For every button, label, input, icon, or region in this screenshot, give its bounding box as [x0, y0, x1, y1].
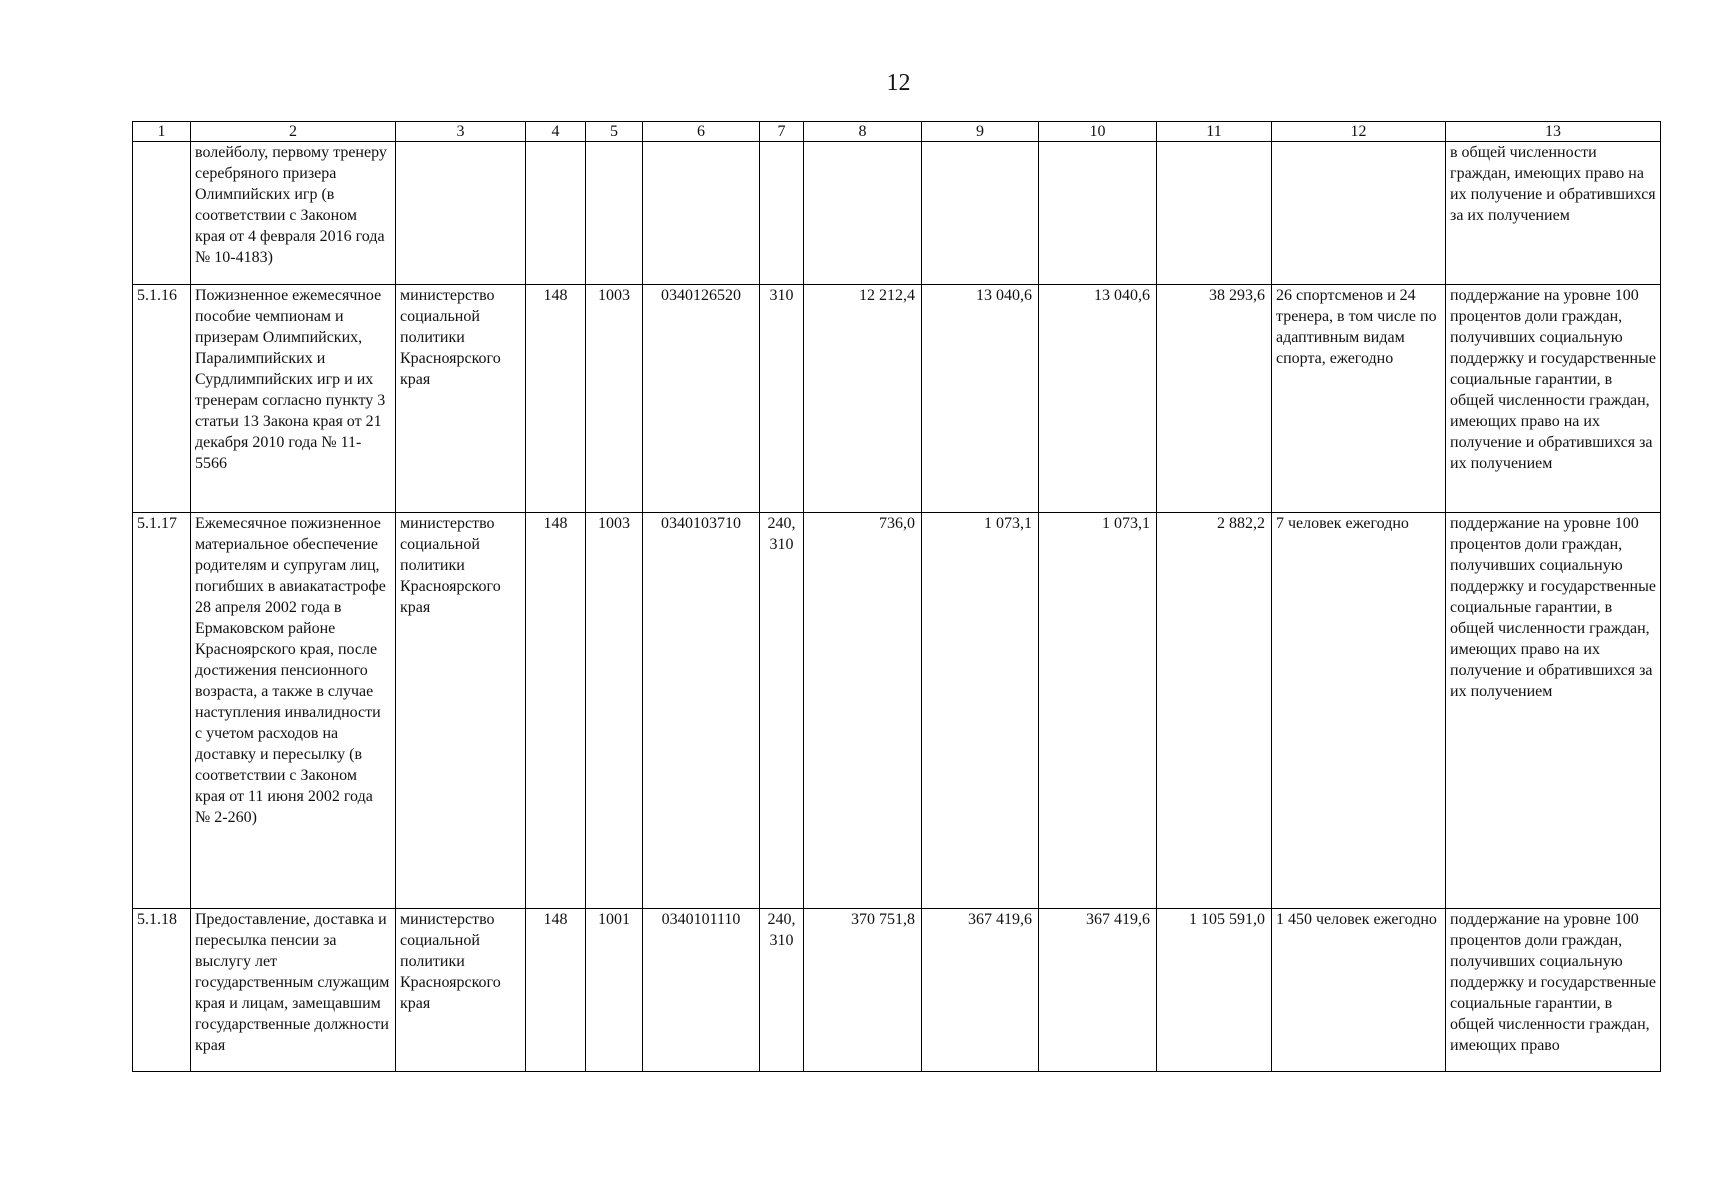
cell-number: 5.1.16 — [133, 285, 191, 513]
column-header: 3 — [396, 122, 526, 142]
cell-result: 1 450 человек ежегодно — [1272, 909, 1446, 1072]
cell-result: 26 спортсменов и 24 тренера, в том числе по адаптивным видам спорта, ежегодно — [1272, 285, 1446, 513]
cell-total: 2 882,2 — [1157, 513, 1272, 909]
cell-empty — [922, 142, 1039, 285]
cell-agency: министерство социальной политики Красноярского края — [396, 285, 526, 513]
cell-vr: 240, 310 — [760, 513, 804, 909]
cell-indicator: в общей численности граждан, имеющих право на их получение и обратившихся за их получением — [1446, 142, 1661, 285]
cell-rzpr: 1003 — [586, 513, 643, 909]
program-table — [132, 121, 1661, 1072]
table-header-row — [133, 122, 1661, 142]
cell-result: 7 человек ежегодно — [1272, 513, 1446, 909]
cell-total: 38 293,6 — [1157, 285, 1272, 513]
cell-total: 1 105 591,0 — [1157, 909, 1272, 1072]
cell-agency: министерство социальной политики Красноярского края — [396, 909, 526, 1072]
cell-amount: 736,0 — [804, 513, 922, 909]
cell-amount: 13 040,6 — [1039, 285, 1157, 513]
column-header: 5 — [586, 122, 643, 142]
cell-name: Ежемесячное пожизненное материальное обеспечение родителям и супругам лиц, погибших в авиакатастрофе 28 апреля 2002 года в Ермаковском районе Красноярского края, после достижения пенсионного возраста, а также в случае наступления инвалидности с учетом расходов на доставку и пересылку (в соответствии с Законом края от 11 июня 2002 года № 2-260) — [191, 513, 396, 909]
cell-grbs: 148 — [526, 285, 586, 513]
cell-grbs: 148 — [526, 909, 586, 1072]
table-row-continuation — [133, 142, 1661, 285]
cell-name: Предоставление, доставка и пересылка пенсии за выслугу лет государственным служащим края и лицам, замещавшим государственные должности края — [191, 909, 396, 1072]
cell-csr: 0340103710 — [643, 513, 760, 909]
cell-rzpr: 1003 — [586, 285, 643, 513]
cell-amount: 1 073,1 — [1039, 513, 1157, 909]
table-row — [133, 513, 1661, 909]
column-header: 9 — [922, 122, 1039, 142]
cell-number: 5.1.18 — [133, 909, 191, 1072]
cell-csr: 0340101110 — [643, 909, 760, 1072]
cell-empty — [526, 142, 586, 285]
cell-grbs: 148 — [526, 513, 586, 909]
column-header: 10 — [1039, 122, 1157, 142]
column-header: 13 — [1446, 122, 1661, 142]
cell-agency: министерство социальной политики Красноярского края — [396, 513, 526, 909]
page-number: 12 — [886, 70, 911, 96]
cell-indicator: поддержание на уровне 100 процентов доли граждан, получивших социальную поддержку и государственные социальные гарантии, в общей численности граждан, имеющих право на их получение и обратившихся за их получением — [1446, 513, 1661, 909]
cell-empty — [760, 142, 804, 285]
cell-name: Пожизненное ежемесячное пособие чемпионам и призерам Олимпийских, Паралимпийских и Сурдлимпийских игр и их тренерам согласно пункту 3 статьи 13 Закона края от 21 декабря 2010 года № 11-5566 — [191, 285, 396, 513]
cell-amount: 12 212,4 — [804, 285, 922, 513]
cell-empty — [643, 142, 760, 285]
cell-number: 5.1.17 — [133, 513, 191, 909]
cell-empty — [804, 142, 922, 285]
column-header: 2 — [191, 122, 396, 142]
column-header: 7 — [760, 122, 804, 142]
column-header: 4 — [526, 122, 586, 142]
cell-empty — [586, 142, 643, 285]
cell-number — [133, 142, 191, 285]
column-header: 12 — [1272, 122, 1446, 142]
cell-amount: 367 419,6 — [1039, 909, 1157, 1072]
cell-name: волейболу, первому тренеру серебряного призера Олимпийских игр (в соответствии с Законом края от 4 февраля 2016 года № 10-4183) — [191, 142, 396, 285]
column-header: 8 — [804, 122, 922, 142]
cell-vr: 240, 310 — [760, 909, 804, 1072]
cell-empty — [1272, 142, 1446, 285]
cell-vr: 310 — [760, 285, 804, 513]
cell-empty — [1039, 142, 1157, 285]
table-row — [133, 285, 1661, 513]
column-header: 1 — [133, 122, 191, 142]
cell-indicator: поддержание на уровне 100 процентов доли граждан, получивших социальную поддержку и государственные социальные гарантии, в общей численности граждан, имеющих право — [1446, 909, 1661, 1072]
cell-amount: 1 073,1 — [922, 513, 1039, 909]
table-row — [133, 909, 1661, 1072]
cell-csr: 0340126520 — [643, 285, 760, 513]
cell-rzpr: 1001 — [586, 909, 643, 1072]
column-header: 11 — [1157, 122, 1272, 142]
cell-amount: 367 419,6 — [922, 909, 1039, 1072]
column-header: 6 — [643, 122, 760, 142]
cell-agency — [396, 142, 526, 285]
cell-amount: 370 751,8 — [804, 909, 922, 1072]
cell-indicator: поддержание на уровне 100 процентов доли граждан, получивших социальную поддержку и государственные социальные гарантии, в общей численности граждан, имеющих право на их получение и обратившихся за их получением — [1446, 285, 1661, 513]
cell-amount: 13 040,6 — [922, 285, 1039, 513]
cell-empty — [1157, 142, 1272, 285]
